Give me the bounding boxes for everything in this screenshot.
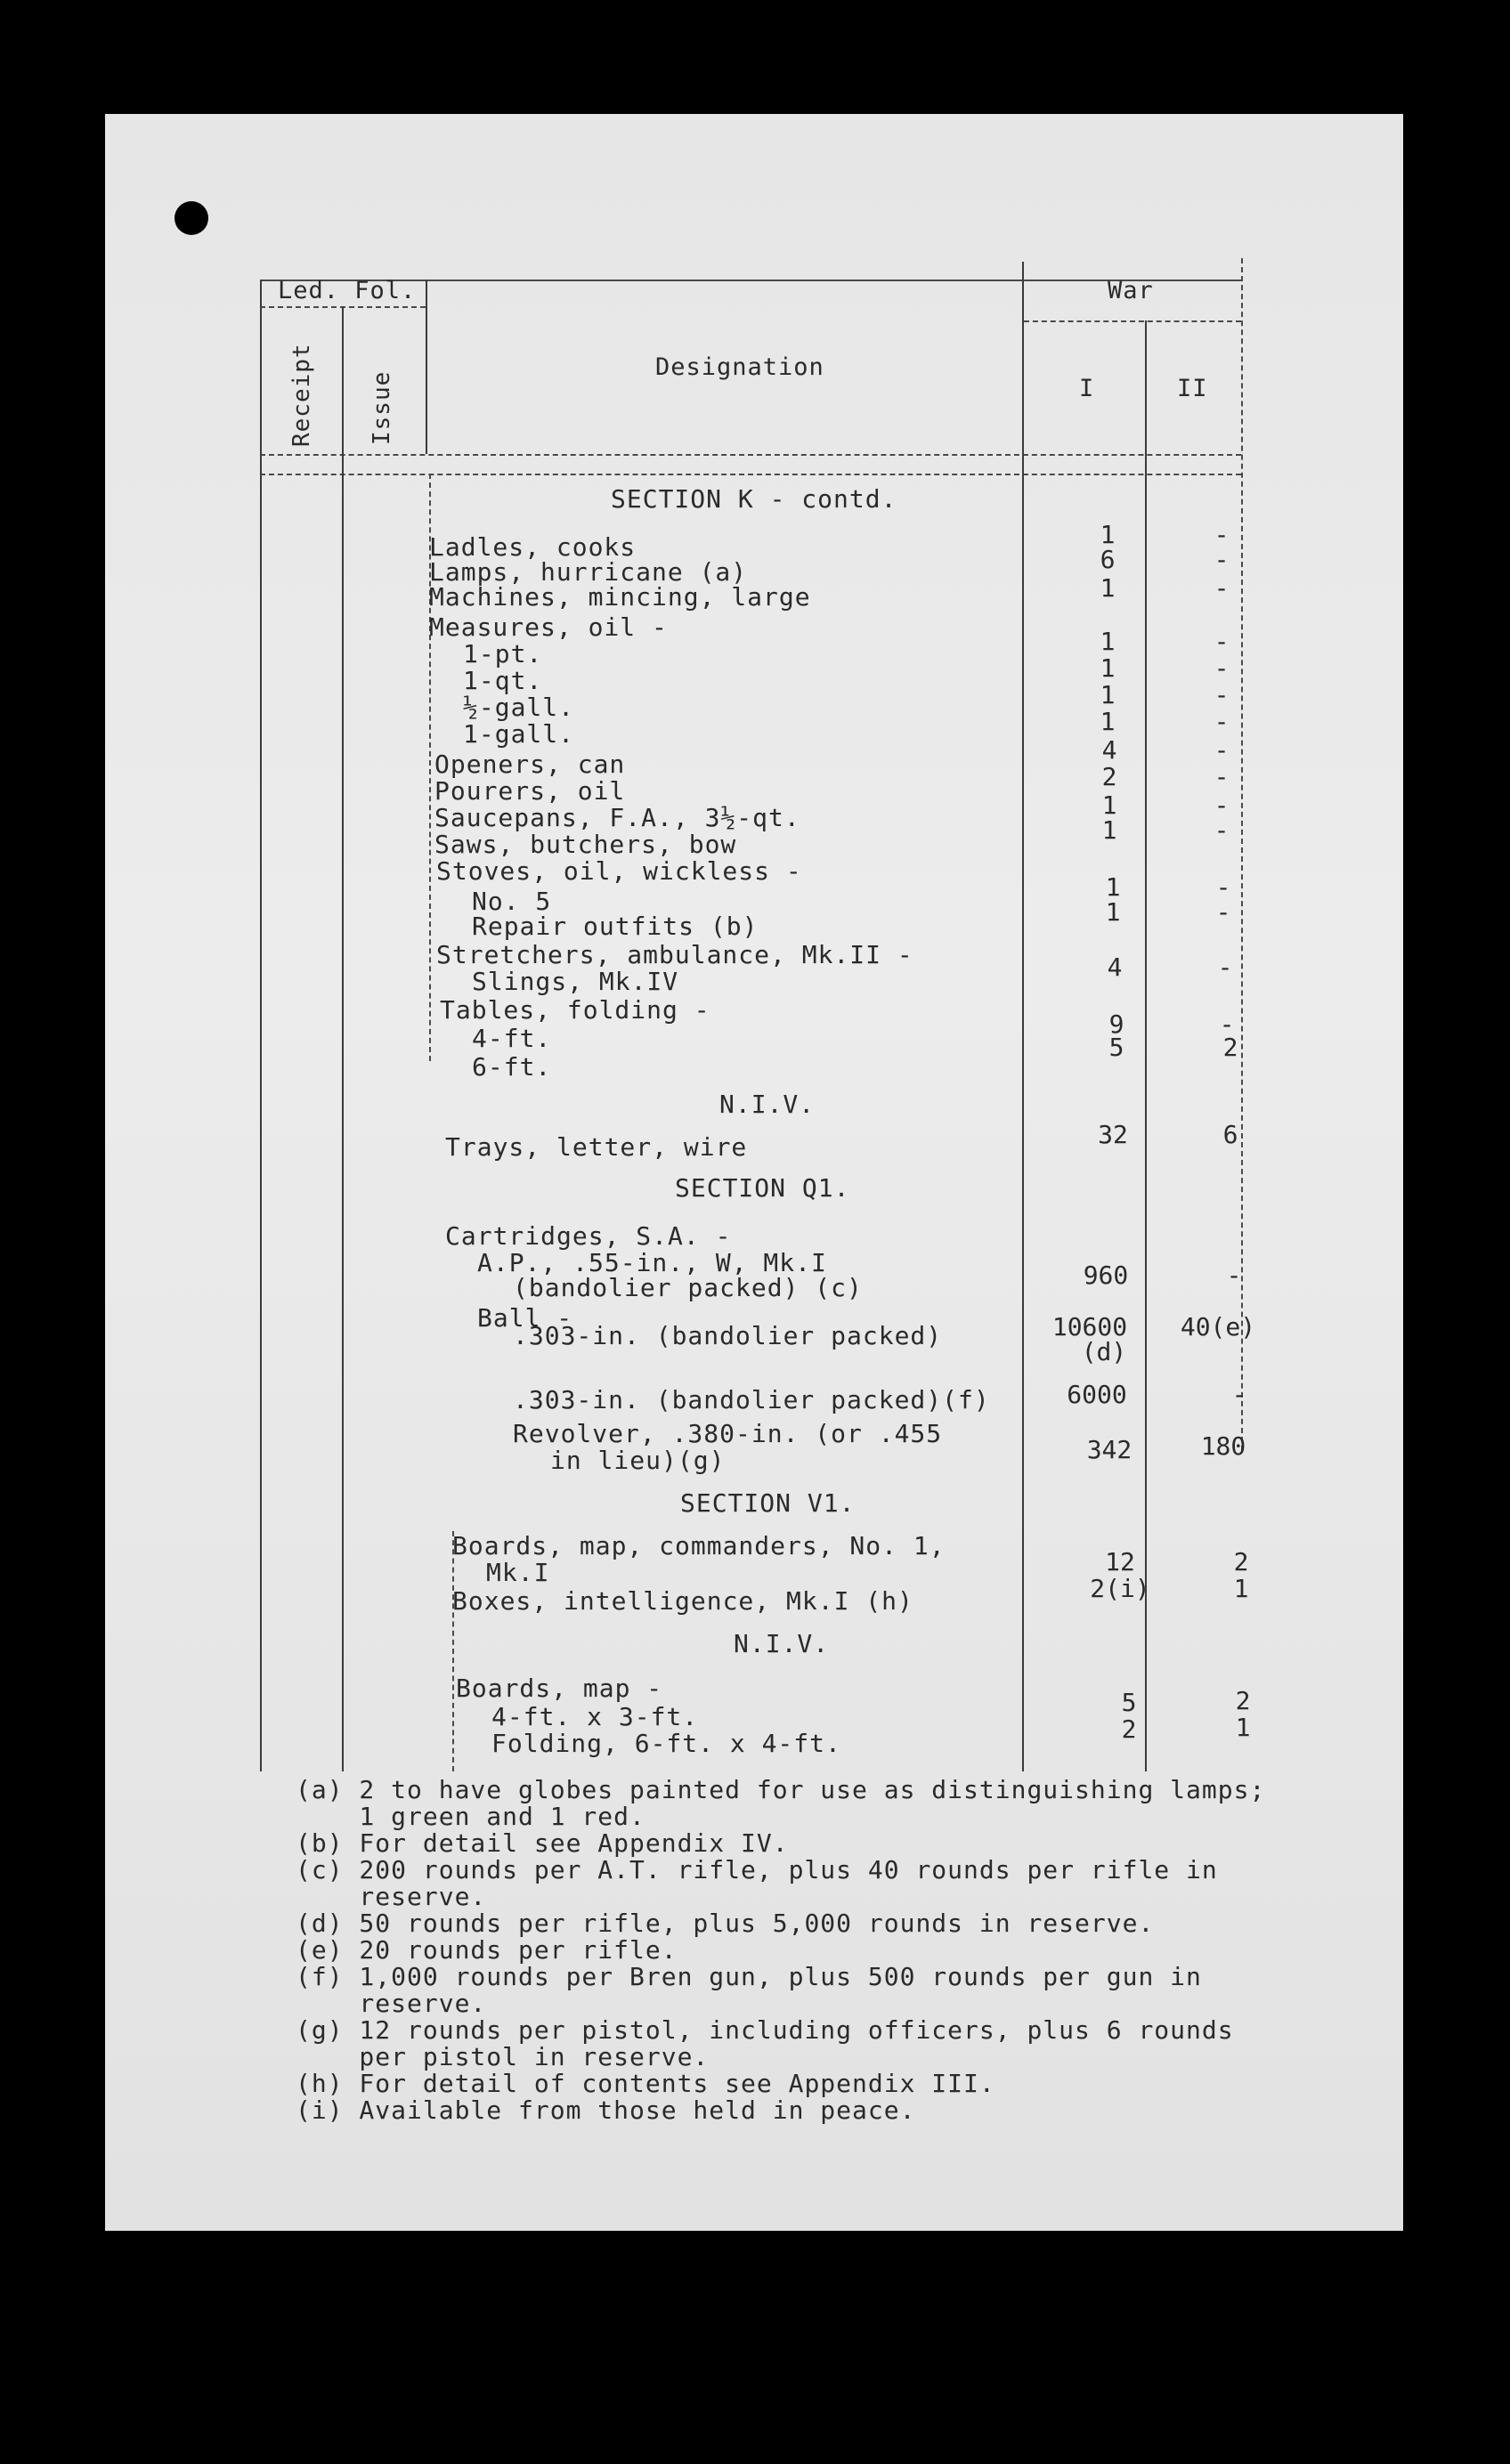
footnote: (b) For detail see Appendix IV. (296, 1828, 789, 1858)
row-war-ii: - (1214, 520, 1230, 549)
row-war-ii: 180 (1200, 1431, 1246, 1461)
row-war-ii: - (1214, 573, 1230, 603)
row-designation: 4-ft. (472, 1024, 552, 1053)
row-war-ii: 2 (1222, 1033, 1238, 1062)
row-war-i: 1 (1100, 573, 1116, 603)
row-war-i: 1 (1105, 897, 1121, 927)
row-war-i: 1 (1100, 680, 1116, 709)
footnote: reserve. (296, 1989, 487, 2018)
receipt-issue-divider (342, 306, 344, 1771)
row-war-i: 4 (1107, 952, 1123, 982)
designation-left-rule-lower (452, 1531, 454, 1771)
row-designation: Stretchers, ambulance, Mk.II - (436, 940, 913, 969)
row-war-ii: 1 (1235, 1713, 1251, 1742)
row-war-i: 1 (1100, 653, 1116, 683)
row-designation: .303-in. (bandolier packed)(f) (513, 1385, 990, 1414)
row-designation: Measures, oil - (429, 612, 668, 642)
designation-war-divider (1022, 262, 1024, 1771)
row-war-i: 2 (1101, 762, 1117, 791)
row-war-i: 5 (1121, 1688, 1137, 1717)
niv-heading-2: N.I.V. (734, 1629, 830, 1658)
row-designation: Saws, butchers, bow (434, 830, 737, 859)
row-designation: Slings, Mk.IV (472, 967, 679, 996)
receipt-header: Receipt (288, 343, 315, 447)
row-designation: Boards, map, commanders, No. 1, (452, 1531, 946, 1560)
row-war-ii: - (1219, 1009, 1235, 1039)
row-designation: Cartridges, S.A. - (445, 1221, 732, 1251)
footnote: per pistol in reserve. (296, 2042, 710, 2071)
row-designation: Pourers, oil (434, 776, 626, 806)
row-war-ii: 2 (1235, 1686, 1251, 1715)
row-war-ii: 1 (1233, 1574, 1249, 1603)
row-designation: in lieu)(g) (550, 1446, 726, 1475)
row-designation: 4-ft. x 3-ft. (491, 1702, 699, 1731)
row-war-ii: - (1214, 680, 1230, 709)
row-war-ii: - (1214, 627, 1230, 656)
footnote: (a) 2 to have globes painted for use as distinguishing lamps; (296, 1775, 1266, 1804)
row-designation: (bandolier packed) (c) (513, 1273, 863, 1302)
section-v1-heading: SECTION V1. (680, 1488, 856, 1518)
row-war-i: 1 (1100, 627, 1116, 656)
row-war-ii: - (1214, 653, 1230, 683)
footnote: (i) Available from those held in peace. (296, 2095, 916, 2125)
row-designation: Ladles, cooks (429, 532, 637, 562)
row-designation: Machines, mincing, large (429, 582, 811, 612)
row-designation: Boxes, intelligence, Mk.I (h) (452, 1586, 913, 1616)
row-designation: Folding, 6-ft. x 4-ft. (491, 1729, 841, 1758)
row-designation: 1-qt. (463, 666, 543, 695)
row-war-ii: - (1214, 815, 1230, 845)
row-war-i: 1 (1101, 815, 1117, 845)
ledger-folio-header: Led. Fol. (278, 277, 417, 304)
designation-header: Designation (655, 353, 824, 381)
row-designation: Saucepans, F.A., 3½-qt. (434, 803, 800, 832)
war-divider (1024, 320, 1241, 322)
niv-heading: N.I.V. (719, 1090, 816, 1119)
row-war-ii: - (1215, 872, 1231, 902)
row-war-i: 5 (1108, 1033, 1124, 1062)
row-war-ii: - (1231, 1380, 1247, 1409)
footnote: 1 green and 1 red. (296, 1802, 645, 1831)
row-war-ii: 6 (1222, 1120, 1238, 1149)
row-designation: Tables, folding - (440, 995, 710, 1025)
row-designation: 1-gall. (463, 719, 575, 749)
row-designation: 6-ft. (472, 1052, 552, 1082)
row-war-ii: - (1214, 762, 1230, 791)
row-war-ii: - (1226, 1260, 1242, 1290)
row-war-i: 9 (1108, 1009, 1124, 1039)
row-war-i: 1 (1100, 520, 1116, 549)
row-designation: Stoves, oil, wickless - (436, 856, 802, 886)
row-war-ii: - (1215, 897, 1231, 927)
section-k-contd: SECTION K - contd. (611, 484, 897, 514)
punch-hole (175, 201, 208, 235)
issue-header: Issue (369, 370, 395, 445)
row-war-i: 32 (1098, 1120, 1128, 1149)
row-war-i: 1 (1101, 790, 1117, 820)
row-war-i: 2(i) (1090, 1574, 1150, 1603)
footnote: (d) 50 rounds per rifle, plus 5,000 rounds in reserve. (296, 1909, 1155, 1938)
table-left-border (260, 280, 262, 1771)
row-war-i: 4 (1101, 735, 1117, 765)
war-header: War (1108, 277, 1154, 304)
row-designation: Repair outfits (b) (472, 912, 759, 941)
row-war-ii: - (1214, 735, 1230, 765)
row-designation: Ball - (477, 1303, 573, 1333)
row-war-i: 6 (1100, 545, 1116, 574)
row-war-i: 1 (1105, 872, 1121, 902)
row-war-ii: 40(e) (1180, 1312, 1256, 1341)
row-designation: Lamps, hurricane (a) (429, 557, 748, 587)
footnote: (c) 200 rounds per A.T. rifle, plus 40 rounds per rifle in (296, 1855, 1218, 1884)
row-designation: Revolver, .380-in. (or .455 (513, 1419, 943, 1448)
row-war-i: 2 (1121, 1714, 1137, 1744)
footnote: reserve. (296, 1882, 487, 1911)
row-designation: Trays, letter, wire (445, 1132, 748, 1162)
war-ii-header: II (1177, 375, 1208, 402)
row-designation: Openers, can (434, 750, 626, 779)
footnote: (e) 20 rounds per rifle. (296, 1935, 678, 1965)
footnote: (g) 12 rounds per pistol, including officers, plus 6 rounds (296, 2015, 1234, 2045)
row-war-ii: - (1214, 790, 1230, 820)
row-war-i: 10600 (1051, 1312, 1128, 1341)
row-war-ii: - (1217, 952, 1233, 982)
war-i-header: I (1079, 375, 1095, 402)
footnote: (h) For detail of contents see Appendix III. (296, 2069, 995, 2098)
row-war-ii: - (1214, 545, 1230, 574)
row-war-ii: - (1214, 707, 1230, 736)
row-designation: A.P., .55-in., W, Mk.I (477, 1248, 827, 1277)
row-war-i-note: (d) (1081, 1337, 1127, 1366)
row-designation: 1-pt. (463, 639, 543, 669)
row-war-i: 1 (1100, 707, 1116, 736)
header-bottom-border-2 (260, 474, 1241, 475)
row-war-i: 960 (1083, 1260, 1129, 1290)
row-designation: Boards, map - (456, 1674, 663, 1703)
row-war-i: 342 (1086, 1435, 1132, 1464)
row-designation: Mk.I (486, 1558, 550, 1587)
row-war-i: 6000 (1067, 1380, 1127, 1409)
footnote: (f) 1,000 rounds per Bren gun, plus 500 rounds per gun in (296, 1962, 1202, 1991)
row-designation: No. 5 (472, 887, 552, 916)
header-bottom-border (260, 454, 1241, 456)
section-q1-heading: SECTION Q1. (675, 1173, 850, 1203)
row-war-i: 12 (1105, 1547, 1135, 1576)
row-designation: .303-in. (bandolier packed) (513, 1321, 943, 1350)
row-designation: ½-gall. (463, 693, 575, 722)
issue-designation-divider (426, 280, 427, 454)
row-war-ii: 2 (1233, 1547, 1249, 1576)
